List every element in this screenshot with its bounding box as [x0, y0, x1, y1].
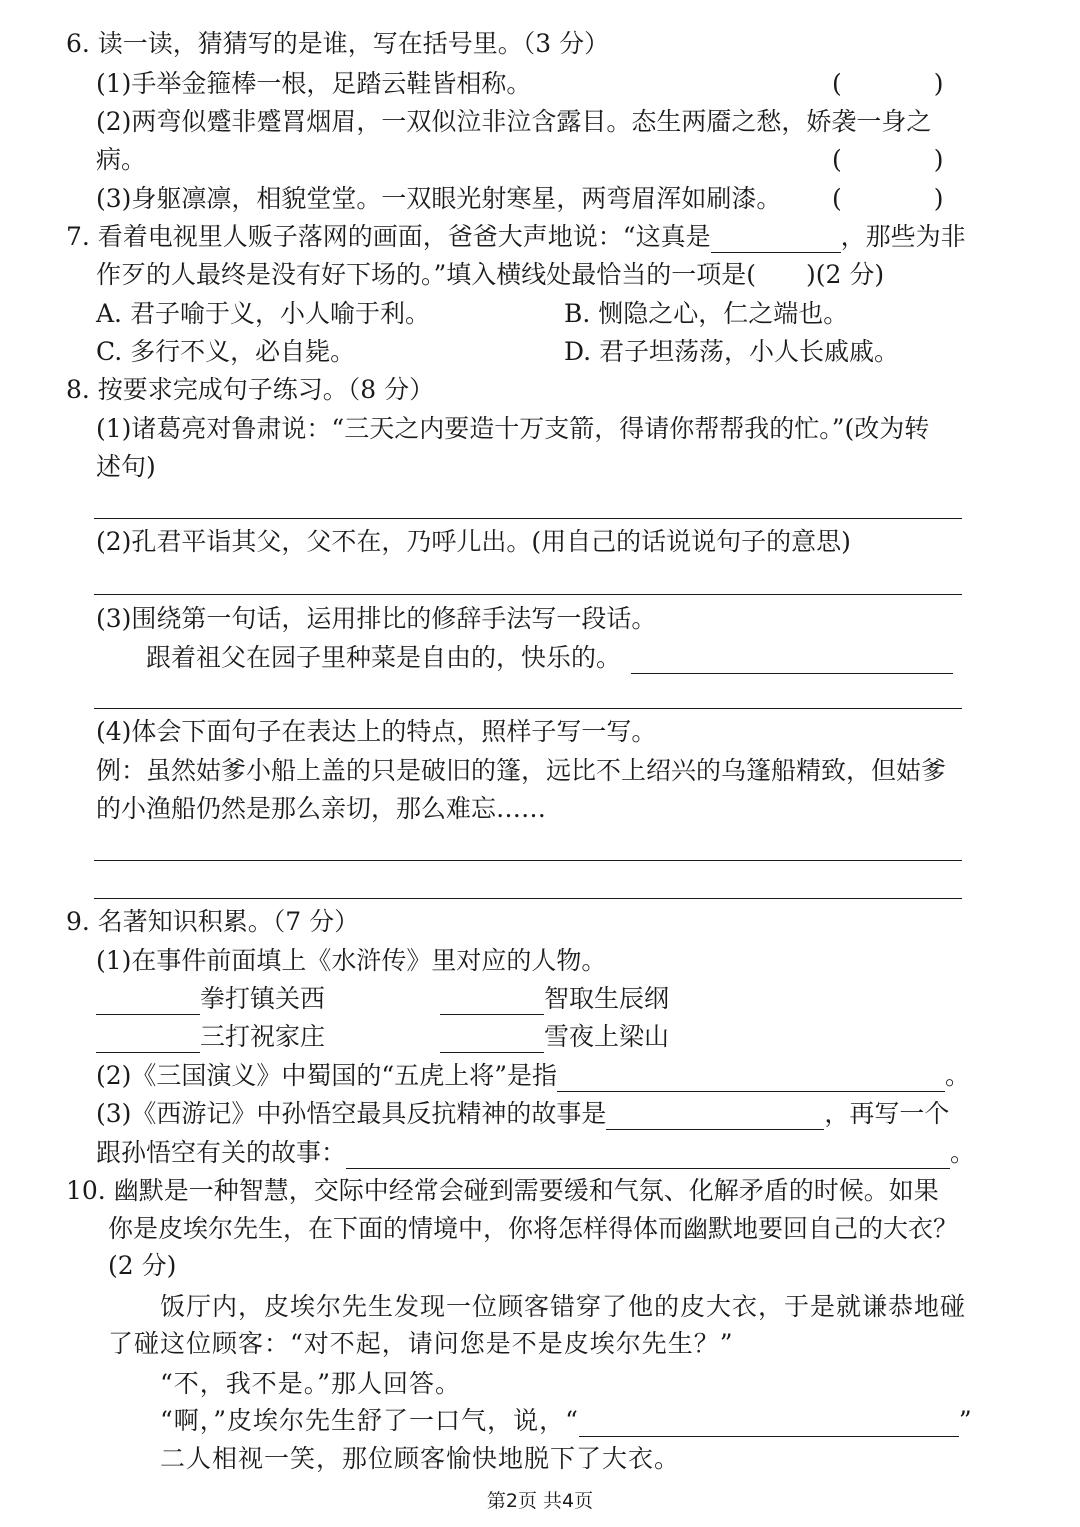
q9-event1-blank[interactable]: [96, 990, 200, 1015]
q9-item2: (2)《三国演义》中蜀国的“五虎上将”是指 。: [96, 1061, 970, 1090]
q6-item3: (3)身躯凛凛，相貌堂堂。一双眼光射寒星，两弯眉浑如刷漆。: [96, 184, 782, 213]
q7-option-c[interactable]: C. 多行不义，必自毙。: [96, 337, 356, 366]
q8-item1-line2: 述句): [96, 452, 156, 481]
q7-stem-line2: 作歹的人最终是没有好下场的。”填入横线处最恰当的一项是( )(2 分): [96, 260, 885, 289]
q8-item3-answer-blank[interactable]: [631, 649, 953, 674]
q6-answer-paren-1[interactable]: ( ): [832, 69, 944, 98]
q9-event-row2-left: 三打祝家庄: [96, 1021, 325, 1053]
q8-item3: (3)围绕第一句话，运用排比的修辞手法写一段话。: [96, 604, 657, 633]
q10-paragraph3: “啊，”皮埃尔先生舒了一口气，说，“ ”: [160, 1406, 973, 1435]
q9-item3-answer-blank-2[interactable]: [346, 1144, 950, 1169]
q8-item4-answer-line-2[interactable]: [94, 898, 962, 899]
q6-item2-line2: 病。: [96, 145, 147, 174]
q9-event3-blank[interactable]: [96, 1028, 200, 1053]
q9-item1: (1)在事件前面填上《水浒传》里对应的人物。: [96, 946, 607, 975]
q10-paragraph1-line1: 饭厅内，皮埃尔先生发现一位顾客错穿了他的皮大衣，于是就谦恭地碰: [160, 1292, 967, 1321]
q9-event-row1-left: 拳打镇关西: [96, 983, 325, 1015]
q9-item3-line1: (3)《西游记》中孙悟空最具反抗精神的故事是 ，再写一个: [96, 1099, 950, 1128]
q7-answer-blank[interactable]: [711, 228, 841, 253]
q6-answer-paren-3[interactable]: ( ): [832, 184, 944, 213]
q10-score: (2 分): [108, 1251, 177, 1280]
q6-item1: (1)手举金箍棒一根，足踏云鞋皆相称。: [96, 69, 532, 98]
q10-paragraph1-line2: 了碰这位顾客：“对不起，请问您是不是皮埃尔先生？”: [108, 1329, 734, 1358]
page-footer: 第2页 共4页: [486, 1490, 594, 1512]
q8-item3-answer-line[interactable]: [94, 708, 962, 709]
q6-stem: 6. 读一读，猜猜写的是谁，写在括号里。（3 分）: [66, 29, 610, 58]
q9-event-row1-right: 智取生辰纲: [440, 983, 669, 1015]
q10-paragraph4: 二人相视一笑，那位顾客愉快地脱下了大衣。: [160, 1444, 681, 1473]
q8-stem: 8. 按要求完成句子练习。（8 分）: [66, 375, 435, 404]
q8-item1-line1: (1)诸葛亮对鲁肃说：“三天之内要造十万支箭，得请你帮帮我的忙。”(改为转: [96, 414, 930, 443]
q9-event2-blank[interactable]: [440, 990, 544, 1015]
q10-stem-line2: 你是皮埃尔先生，在下面的情境中，你将怎样得体而幽默地要回自己的大衣？: [108, 1214, 959, 1243]
q9-stem: 9. 名著知识积累。（7 分）: [66, 907, 360, 936]
q7-stem-line1: 7. 看着电视里人贩子落网的画面，爸爸大声地说：“这真是 ，那些为非: [66, 222, 966, 251]
q10-paragraph2: “不，我不是。”那人回答。: [160, 1369, 462, 1398]
q7-option-b[interactable]: B. 恻隐之心，仁之端也。: [564, 299, 849, 328]
q7-option-d[interactable]: D. 君子坦荡荡，小人长戚戚。: [564, 337, 900, 366]
q7-option-a[interactable]: A. 君子喻于义，小人喻于利。: [96, 299, 430, 328]
q10-answer-blank[interactable]: [579, 1412, 959, 1437]
q9-item2-answer-blank[interactable]: [557, 1067, 945, 1092]
q8-example-line2: 的小渔船仍然是那么亲切，那么难忘……: [96, 794, 547, 823]
q8-item1-answer-line[interactable]: [94, 518, 962, 519]
q8-item2: (2)孔君平诣其父，父不在，乃呼儿出。(用自己的话说说句子的意思): [96, 527, 851, 556]
q10-stem-line1: 10. 幽默是一种智慧，交际中经常会碰到需要缓和气氛、化解矛盾的时候。如果: [66, 1176, 939, 1205]
q8-item4: (4)体会下面句子在表达上的特点，照样子写一写。: [96, 717, 657, 746]
q8-item2-answer-line[interactable]: [94, 594, 962, 595]
q8-item4-answer-line-1[interactable]: [94, 860, 962, 861]
q9-item3-answer-blank-1[interactable]: [606, 1105, 824, 1130]
q9-event-row2-right: 雪夜上梁山: [440, 1021, 669, 1053]
q6-item2-line1: (2)两弯似蹙非蹙罥烟眉，一双似泣非泣含露目。态生两靥之愁，娇袭一身之: [96, 107, 932, 136]
q8-item3-sentence: 跟着祖父在园子里种菜是自由的，快乐的。: [146, 642, 953, 674]
q8-example-line1: 例：虽然姑爹小船上盖的只是破旧的篷，远比不上绍兴的乌篷船精致，但姑爹: [96, 756, 947, 785]
q9-event4-blank[interactable]: [440, 1028, 544, 1053]
q9-item3-line2: 跟孙悟空有关的故事： 。: [96, 1138, 976, 1167]
q6-answer-paren-2[interactable]: ( ): [832, 145, 944, 174]
